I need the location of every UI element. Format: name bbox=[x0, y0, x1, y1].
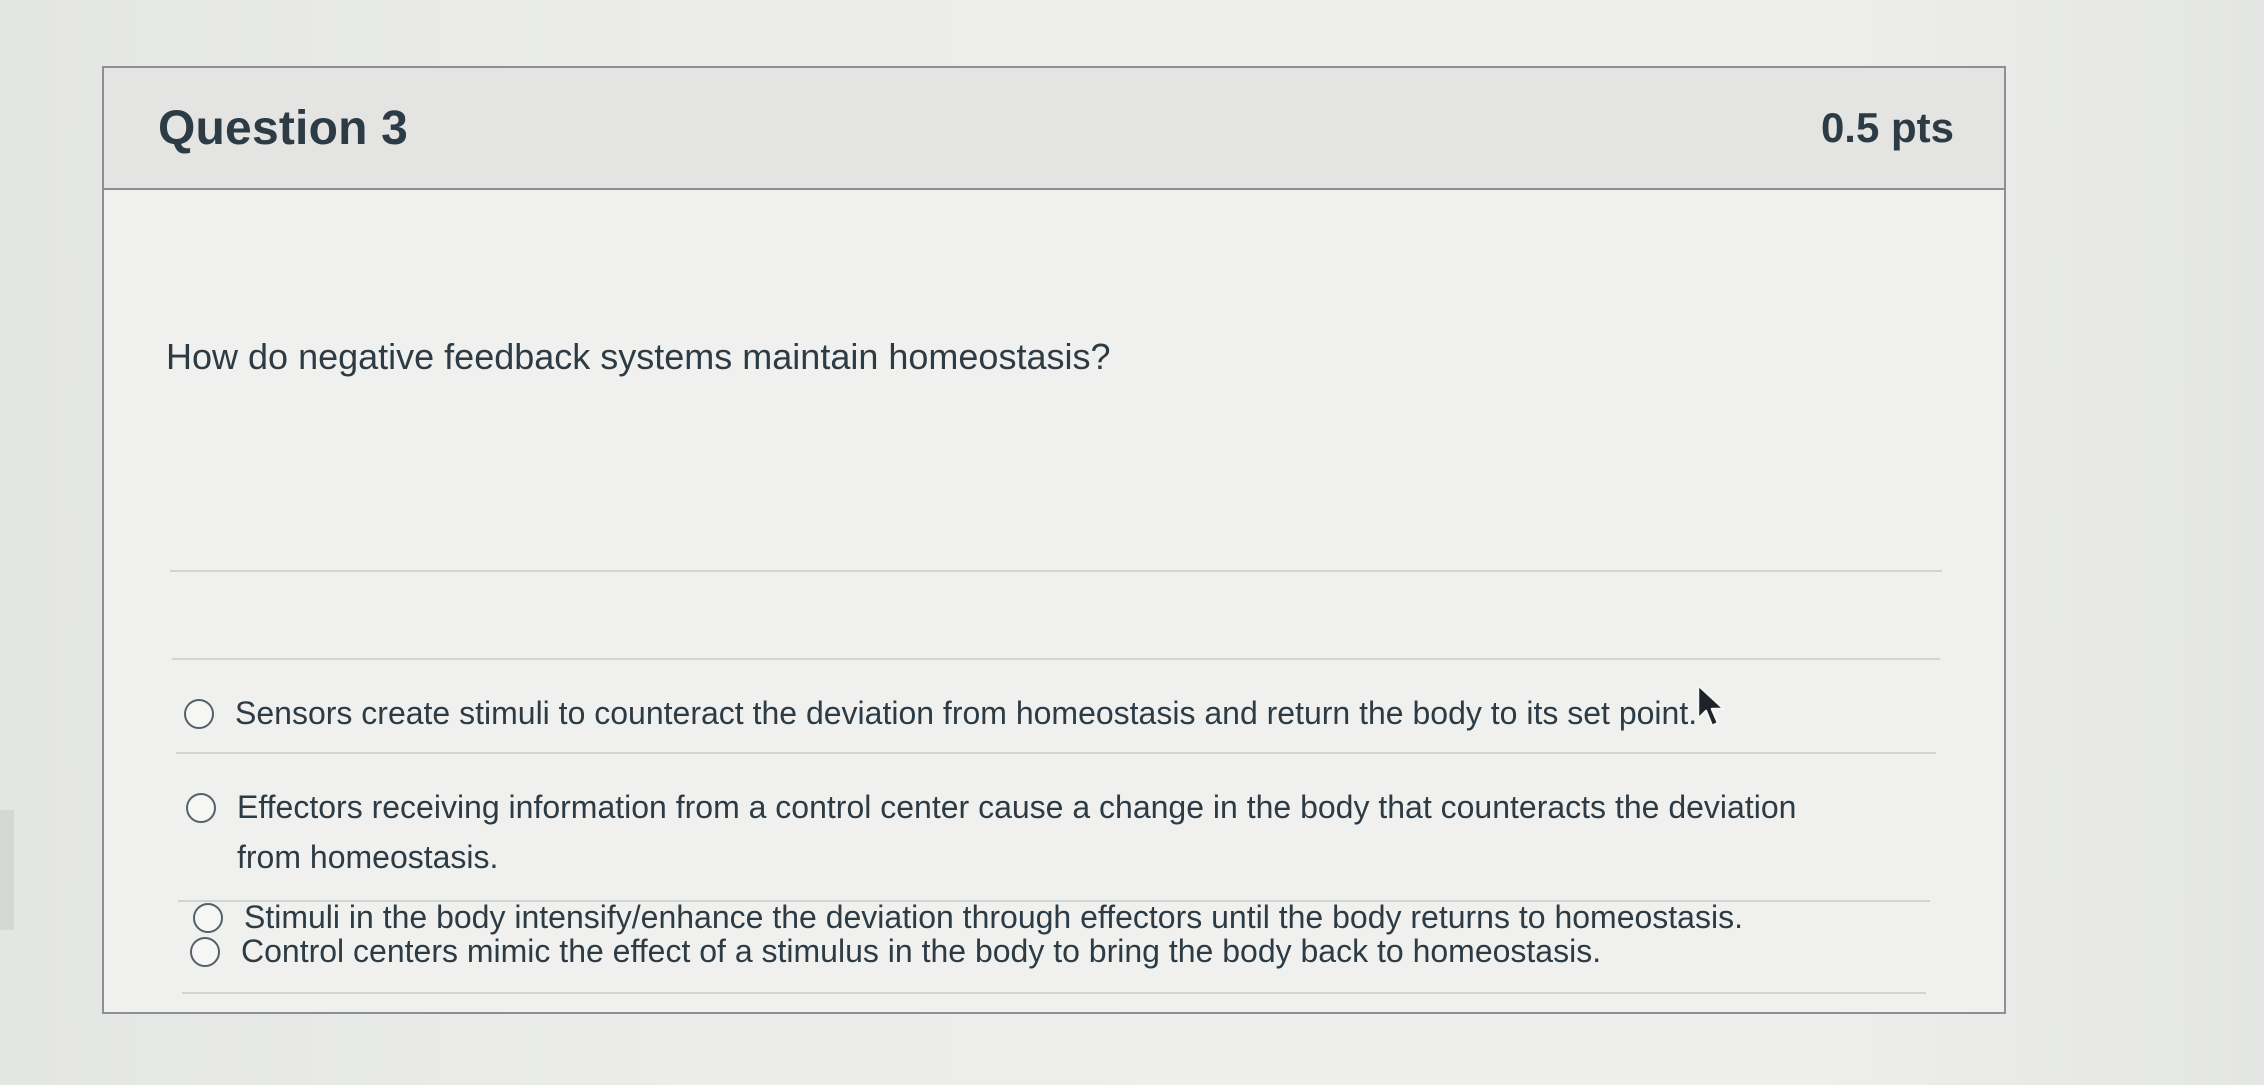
question-card bbox=[102, 66, 2006, 1014]
radio-unselected-icon[interactable] bbox=[184, 699, 214, 729]
question-points: 0.5 pts bbox=[1820, 104, 1954, 151]
mouse-pointer-icon bbox=[1695, 683, 1729, 731]
divider bbox=[172, 658, 1940, 660]
divider bbox=[176, 752, 1936, 754]
background-edge bbox=[0, 810, 14, 930]
radio-unselected-icon[interactable] bbox=[186, 793, 216, 823]
radio-unselected-icon[interactable] bbox=[193, 903, 223, 933]
question-body bbox=[104, 190, 2004, 1014]
question-header bbox=[104, 68, 2004, 190]
answer-option[interactable] bbox=[193, 892, 1983, 942]
answer-label[interactable]: Sensors create stimuli to counteract the deviation from homeostasis and return the body to its set point. bbox=[235, 695, 1698, 731]
answer-option[interactable] bbox=[186, 782, 1816, 882]
question-text: How do negative feedback systems maintain homeostasis? bbox=[166, 336, 1111, 377]
question-title: Question 3 bbox=[158, 101, 409, 155]
divider bbox=[182, 992, 1926, 994]
answer-label[interactable]: Control centers mimic the effect of a stimulus in the body to bring the body back to homeostasis. bbox=[241, 933, 1602, 969]
answer-option[interactable] bbox=[184, 688, 1934, 738]
divider bbox=[170, 570, 1942, 572]
answer-label[interactable]: Stimuli in the body intensify/enhance the deviation through effectors until the body returns to homeostasis. bbox=[244, 899, 1743, 935]
answer-label[interactable]: Effectors receiving information from a control center cause a change in the body that counteracts the deviation from homeostasis. bbox=[237, 789, 1797, 875]
